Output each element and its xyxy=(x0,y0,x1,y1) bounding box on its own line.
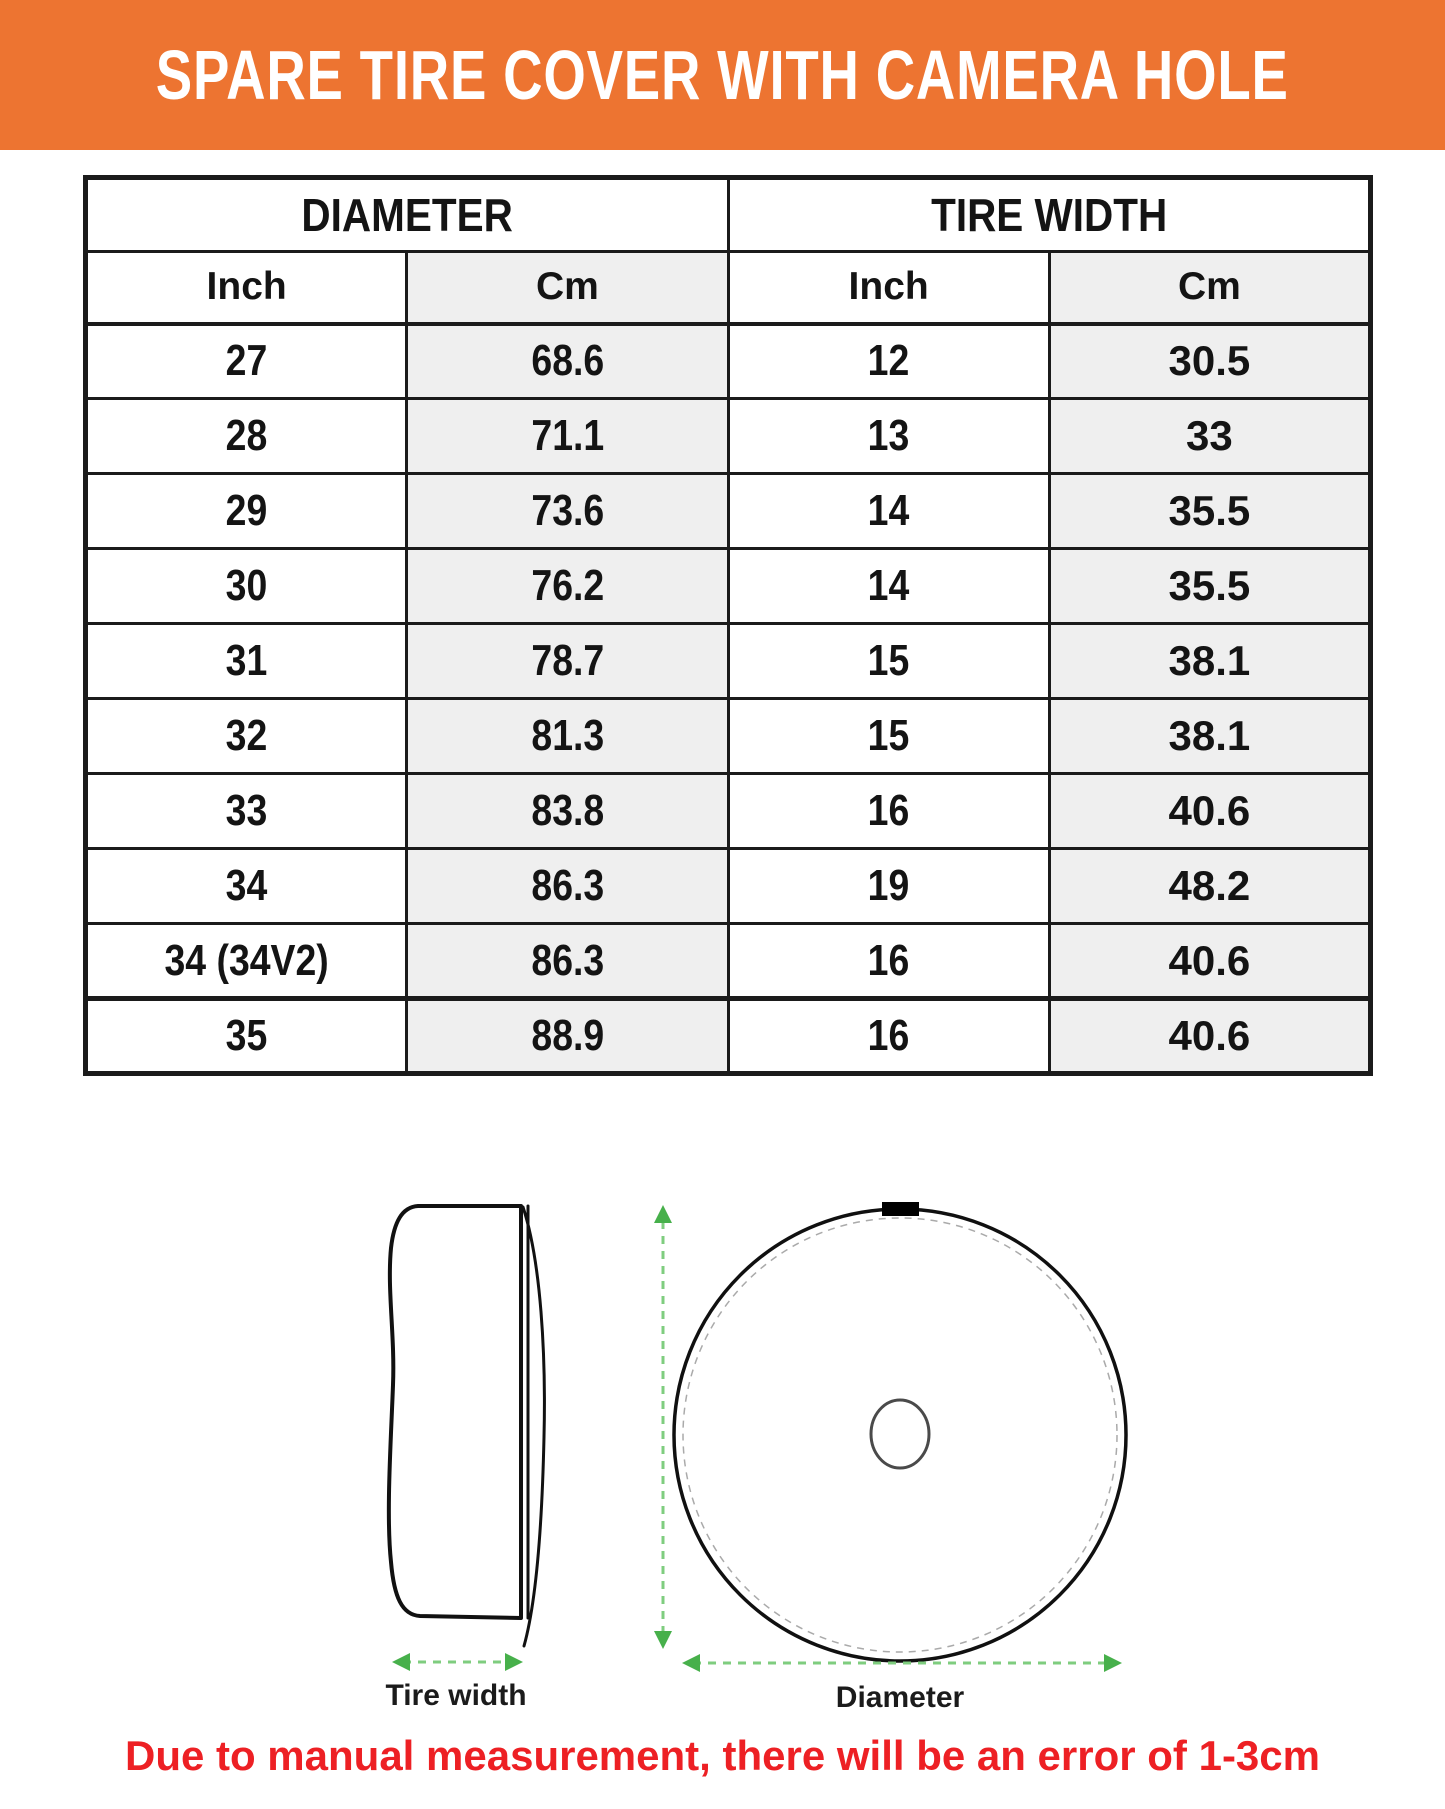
table-cell: 86.3 xyxy=(407,924,728,999)
table-cell: 34 (34V2) xyxy=(86,924,407,999)
table-cell: 16 xyxy=(728,774,1049,849)
table-cell: 81.3 xyxy=(407,699,728,774)
table-cell: 14 xyxy=(728,474,1049,549)
table-cell: 19 xyxy=(728,849,1049,924)
table-cell: 35.5 xyxy=(1049,549,1370,624)
table-cell: 14 xyxy=(728,549,1049,624)
page-title: SPARE TIRE COVER WITH CAMERA HOLE xyxy=(156,36,1289,114)
table-cell: 38.1 xyxy=(1049,699,1370,774)
table-cell: 35.5 xyxy=(1049,474,1370,549)
table-cell: 33 xyxy=(1049,399,1370,474)
table-cell: 32 xyxy=(86,699,407,774)
table-cell: 78.7 xyxy=(407,624,728,699)
table-cell: 13 xyxy=(728,399,1049,474)
table-cell: 34 xyxy=(86,849,407,924)
table-cell: 15 xyxy=(728,624,1049,699)
table-cell: 40.6 xyxy=(1049,774,1370,849)
table-cell: 40.6 xyxy=(1049,924,1370,999)
table-cell: 29 xyxy=(86,474,407,549)
table-cell: 38.1 xyxy=(1049,624,1370,699)
table-cell: 33 xyxy=(86,774,407,849)
table-cell: 31 xyxy=(86,624,407,699)
table-cell: 35 xyxy=(86,999,407,1074)
camera-notch xyxy=(882,1202,919,1216)
table-cell: 28 xyxy=(86,399,407,474)
table-cell: 15 xyxy=(728,699,1049,774)
group-header-diameter: DIAMETER xyxy=(86,178,729,252)
subheader-diameter-cm: Cm xyxy=(407,252,728,324)
tire-front-view xyxy=(674,1202,1126,1661)
diameter-label: Diameter xyxy=(835,1681,965,1714)
table-cell: 71.1 xyxy=(407,399,728,474)
table-cell: 83.8 xyxy=(407,774,728,849)
table-cell: 27 xyxy=(86,324,407,399)
table-cell: 16 xyxy=(728,924,1049,999)
tire-width-label: Tire width xyxy=(385,1679,527,1712)
table-cell: 12 xyxy=(728,324,1049,399)
table-cell: 88.9 xyxy=(407,999,728,1074)
group-header-tire-width: TIRE WIDTH xyxy=(728,178,1371,252)
table-cell: 68.6 xyxy=(407,324,728,399)
table-cell: 30 xyxy=(86,549,407,624)
table-cell: 86.3 xyxy=(407,849,728,924)
subheader-width-cm: Cm xyxy=(1049,252,1370,324)
subheader-width-inch: Inch xyxy=(728,252,1049,324)
table-cell: 40.6 xyxy=(1049,999,1370,1074)
vertical-diameter-arrow xyxy=(654,1205,672,1649)
table-cell: 76.2 xyxy=(407,549,728,624)
table-cell: 48.2 xyxy=(1049,849,1370,924)
subheader-diameter-inch: Inch xyxy=(86,252,407,324)
tire-width-arrow xyxy=(392,1653,523,1671)
measurement-error-note: Due to manual measurement, there will be an error of 1-3cm xyxy=(124,1732,1320,1779)
table-cell: 73.6 xyxy=(407,474,728,549)
tire-side-view xyxy=(389,1206,545,1646)
table-cell: 16 xyxy=(728,999,1049,1074)
table-cell: 30.5 xyxy=(1049,324,1370,399)
